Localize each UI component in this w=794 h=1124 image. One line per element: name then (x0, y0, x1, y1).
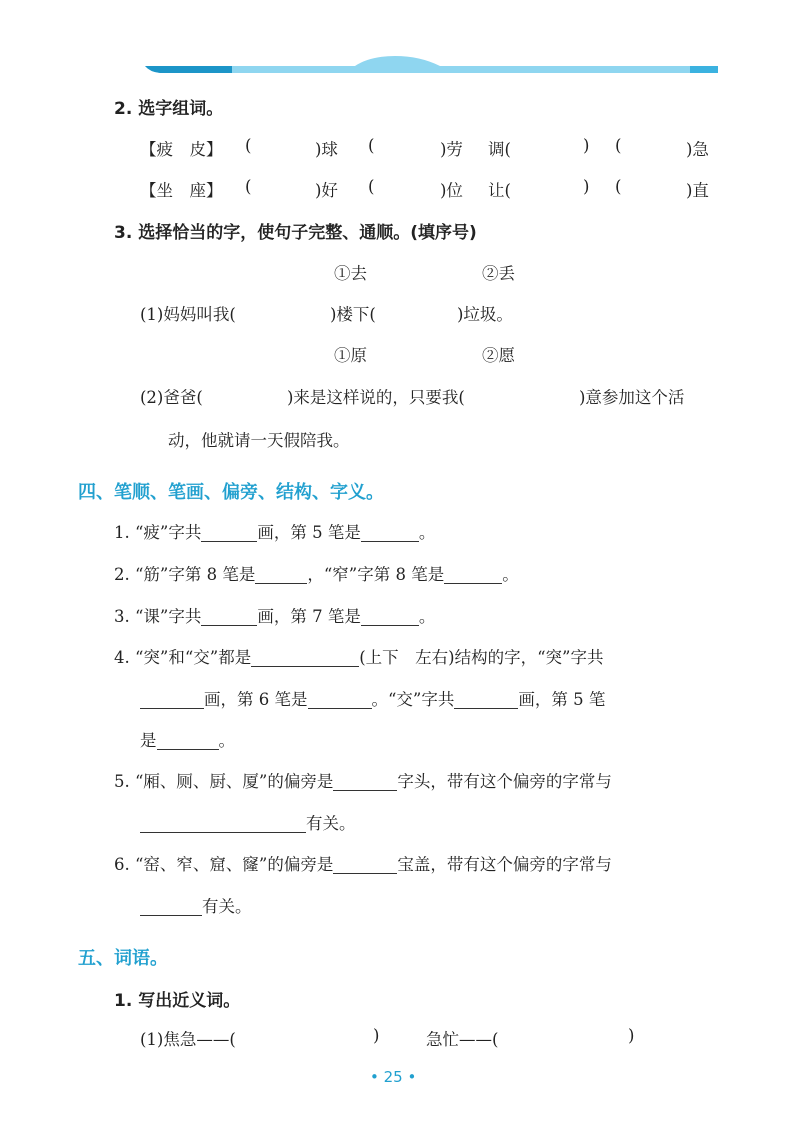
q2-row1-word: )劳 (440, 140, 463, 159)
q2-row2-paren: ) (583, 177, 590, 196)
answer-blank[interactable] (333, 772, 397, 791)
synonym-1a: (1)焦急——( (140, 1030, 236, 1049)
sec4-item-5: 5. “厢、厕、厨、厦”的偏旁是 字头，带有这个偏旁的字常与 (114, 772, 612, 791)
q2-row2-word: 让( (488, 181, 511, 200)
q3-option-2a: ①原 (334, 346, 367, 365)
answer-blank[interactable] (255, 565, 307, 584)
sec4-item-6-line2: 有关。 (140, 893, 252, 917)
q2-row2-paren: ( (368, 177, 375, 196)
q2-row1-word: )急 (686, 140, 709, 159)
synonym-1a-close: ) (373, 1026, 380, 1045)
q2-row2-word: )直 (686, 181, 709, 200)
answer-blank[interactable] (333, 855, 397, 874)
q3-sentence-2c: )意参加这个活 (579, 388, 685, 407)
q2-row2-word: )好 (315, 181, 338, 200)
sec4-item-5-line2: 有关。 (140, 810, 356, 834)
sec4-item-4-line2: 画，第 6 笔是 。“交”字共 画，第 5 笔 (140, 686, 605, 710)
q2-row2-chars: 【坐 座】 (140, 181, 223, 200)
q2-row2-paren: ( (615, 177, 622, 196)
answer-blank[interactable] (361, 607, 419, 626)
answer-blank[interactable] (454, 690, 518, 709)
page-number: • 25 • (370, 1068, 417, 1086)
synonym-1b: 急忙——( (426, 1030, 499, 1049)
q2-row1-paren: ( (368, 136, 375, 155)
answer-blank[interactable] (201, 607, 257, 626)
answer-blank[interactable] (361, 523, 419, 542)
q2-row1-paren: ( (245, 136, 252, 155)
answer-blank[interactable] (140, 897, 202, 916)
q3-sentence-1c: )垃圾。 (457, 305, 513, 324)
q2-row2-paren: ( (245, 177, 252, 196)
q2-row1-word: )球 (315, 140, 338, 159)
q3-option-1b: ②丢 (482, 264, 515, 283)
q2-row2-word: )位 (440, 181, 463, 200)
sec5-question-1: 1. 写出近义词。 (114, 991, 241, 1011)
answer-blank[interactable] (140, 814, 306, 833)
section-5-title: 五、词语。 (78, 948, 168, 969)
section-4-title: 四、笔顺、笔画、偏旁、结构、字义。 (78, 482, 384, 503)
sec4-item-3: 3. “课”字共 画，第 7 笔是 。 (114, 607, 436, 626)
q3-sentence-2b: )来是这样说的，只要我( (287, 388, 465, 407)
q3-sentence-2d: 动，他就请一天假陪我。 (168, 431, 350, 450)
question-3-title: 3. 选择恰当的字，使句子完整、通顺。(填序号) (114, 223, 477, 243)
q2-row1-chars: 【疲 皮】 (140, 140, 223, 159)
sec4-item-4: 4. “突”和“交”都是 (上下 左右)结构的字，“突”字共 (114, 648, 604, 667)
q2-row1-word: 调( (488, 140, 511, 159)
q3-sentence-1b: )楼下( (330, 305, 376, 324)
sec4-item-1: 1. “疲”字共 画，第 5 笔是 。 (114, 523, 436, 542)
q3-sentence-1a: (1)妈妈叫我( (140, 305, 236, 324)
q3-sentence-2a: (2)爸爸( (140, 388, 203, 407)
q2-row1-paren: ) (583, 136, 590, 155)
q2-row1-paren: ( (615, 136, 622, 155)
q3-option-1a: ①去 (334, 264, 367, 283)
question-2-title: 2. 选字组词。 (114, 99, 224, 119)
answer-blank[interactable] (308, 690, 372, 709)
header-banner (0, 0, 794, 80)
q3-option-2b: ②愿 (482, 346, 515, 365)
sec4-item-6: 6. “窑、窄、窟、窿”的偏旁是 宝盖，带有这个偏旁的字常与 (114, 855, 612, 874)
answer-blank[interactable] (444, 565, 502, 584)
synonym-1b-close: ) (628, 1026, 635, 1045)
answer-blank[interactable] (201, 523, 257, 542)
answer-blank[interactable] (140, 690, 204, 709)
answer-blank[interactable] (251, 648, 359, 667)
answer-blank[interactable] (157, 731, 219, 750)
sec4-item-2: 2. “筋”字第 8 笔是 ，“窄”字第 8 笔是 。 (114, 565, 519, 584)
sec4-item-4-line3: 是 。 (140, 731, 235, 750)
